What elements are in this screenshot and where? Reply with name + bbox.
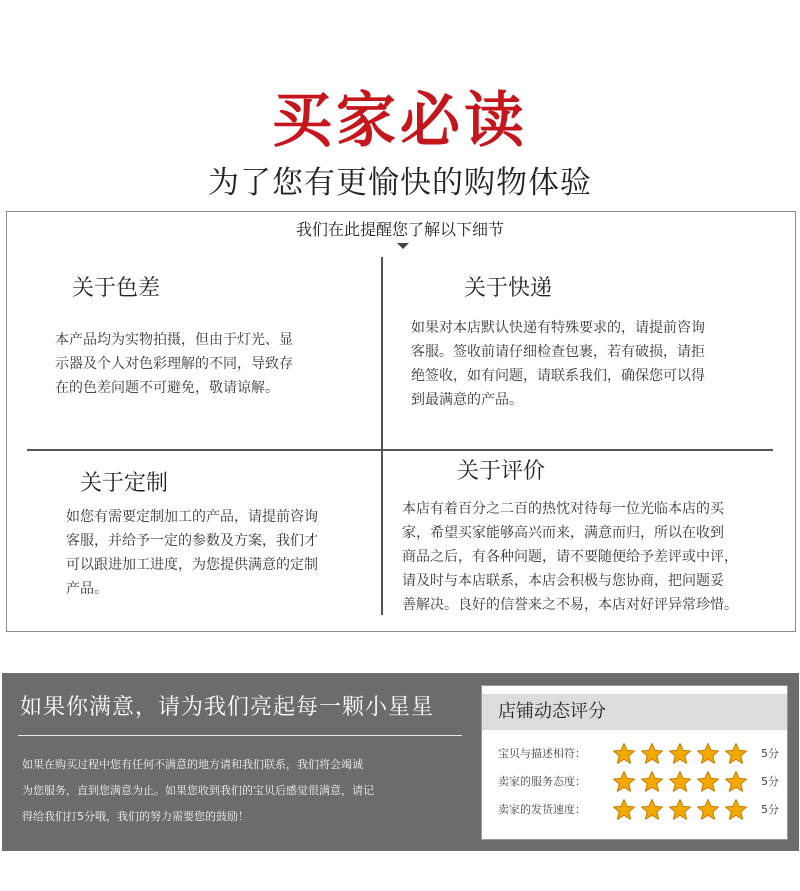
star-icon bbox=[696, 742, 720, 766]
rating-line: 如果在购买过程中您有任何不满意的地方请和我们联系，我们将会竭诚 bbox=[22, 758, 363, 771]
score-label: 卖家的发货速度： bbox=[498, 803, 586, 816]
section-body-custom bbox=[66, 505, 318, 601]
score-row-shipping bbox=[498, 797, 788, 823]
section-title-review: 关于评价 bbox=[457, 459, 546, 484]
rating-line: 得给我们打5分哦，我们的努力需要您的鼓励！ bbox=[22, 810, 249, 823]
section-line: 客服，并给予一定的参数及方案，我们才 bbox=[66, 533, 318, 549]
section-line: 绝签收，如有问题，请联系我们，确保您可以得 bbox=[411, 368, 705, 384]
section-line: 本产品均为实物拍摄，但由于灯光、显 bbox=[55, 332, 293, 348]
score-row-description bbox=[498, 741, 788, 767]
star-icon bbox=[724, 798, 748, 822]
section-line: 本店有着百分之二百的热忱对待每一位光临本店的买 bbox=[402, 501, 724, 517]
section-line: 请及时与本店联系，本店会积极与您协商，把问题妥 bbox=[402, 573, 724, 589]
star-icon bbox=[640, 798, 664, 822]
section-title-color: 关于色差 bbox=[72, 276, 161, 301]
section-line: 家，希望买家能够高兴而来，满意而归，所以在收到 bbox=[402, 525, 724, 541]
section-line: 商品之后，有各种问题，请不要随便给予差评或中评， bbox=[402, 549, 738, 565]
caret-down-icon bbox=[397, 243, 409, 249]
star-icon bbox=[640, 742, 664, 766]
shop-score-title: 店铺动态评分 bbox=[498, 701, 606, 722]
section-line: 产品。 bbox=[66, 581, 108, 597]
score-label: 宝贝与描述相符： bbox=[498, 747, 586, 760]
section-line: 客服。签收前请仔细检查包裹，若有破损，请拒 bbox=[411, 344, 705, 360]
horizontal-divider bbox=[27, 449, 773, 451]
section-body-color bbox=[55, 328, 293, 400]
star-icon bbox=[724, 742, 748, 766]
star-icon bbox=[696, 798, 720, 822]
score-label: 卖家的服务态度： bbox=[498, 775, 586, 788]
star-icon bbox=[612, 770, 636, 794]
star-icon bbox=[668, 798, 692, 822]
score-value: 5分 bbox=[761, 803, 779, 816]
score-value: 5分 bbox=[761, 747, 779, 760]
score-row-service bbox=[498, 769, 788, 795]
rating-divider bbox=[18, 735, 462, 736]
star-icon bbox=[612, 798, 636, 822]
section-line: 在的色差问题不可避免，敬请谅解。 bbox=[55, 380, 279, 396]
star-icon bbox=[668, 770, 692, 794]
section-line: 示器及个人对色彩理解的不同，导致存 bbox=[55, 356, 293, 372]
rating-message bbox=[22, 752, 462, 830]
star-icon bbox=[668, 742, 692, 766]
notice-heading: 我们在此提醒您了解以下细节 bbox=[295, 220, 504, 239]
section-line: 可以跟进加工进度，为您提供满意的定制 bbox=[66, 557, 318, 573]
star-icon bbox=[640, 770, 664, 794]
score-value: 5分 bbox=[761, 775, 779, 788]
page-subtitle: 为了您有更愉快的购物体验 bbox=[208, 165, 592, 201]
section-line: 善解决。良好的信誉来之不易，本店对好评异常珍惜。 bbox=[402, 597, 738, 613]
section-title-custom: 关于定制 bbox=[80, 471, 169, 496]
rating-title: 如果你满意，请为我们亮起每一颗小星星 bbox=[20, 695, 435, 720]
section-body-review bbox=[402, 497, 738, 617]
star-icon bbox=[696, 770, 720, 794]
section-line: 如果对本店默认快递有特殊要求的，请提前咨询 bbox=[411, 320, 705, 336]
page-title: 买家必读 bbox=[272, 86, 528, 156]
section-line: 如您有需要定制加工的产品，请提前咨询 bbox=[66, 509, 318, 525]
star-icon bbox=[612, 742, 636, 766]
vertical-divider bbox=[381, 257, 383, 615]
section-body-delivery bbox=[411, 316, 705, 412]
star-icon bbox=[724, 770, 748, 794]
section-title-delivery: 关于快递 bbox=[464, 276, 553, 301]
rating-line: 为您服务，直到您满意为止。如果您收到我们的宝贝后感觉很满意，请记 bbox=[22, 784, 374, 797]
section-line: 到最满意的产品。 bbox=[411, 392, 523, 408]
